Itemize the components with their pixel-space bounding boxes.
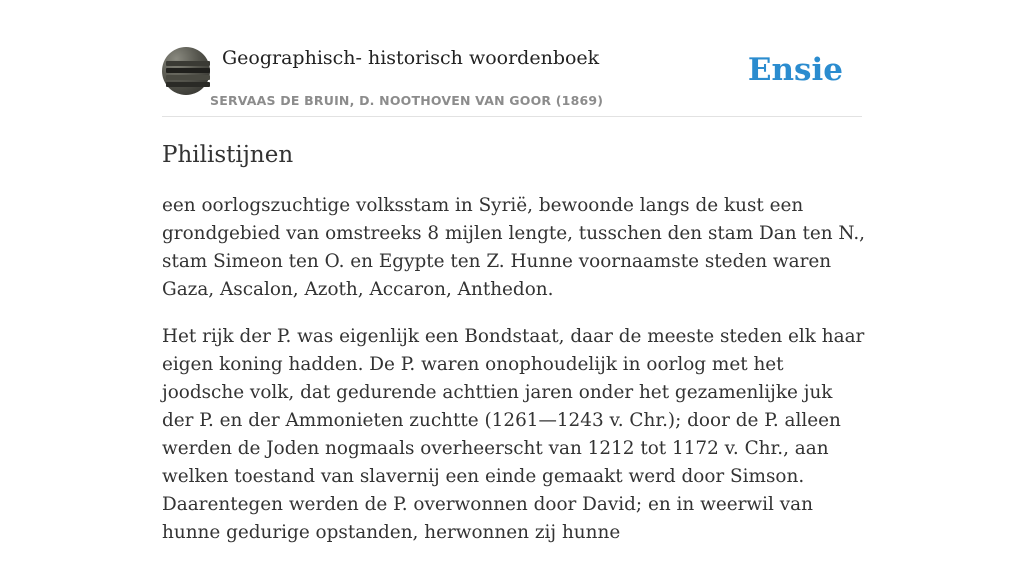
book-title[interactable]: Geographisch- historisch woordenboek	[222, 47, 600, 69]
entry-paragraph: Het rijk der P. was eigenlijk een Bondstaat, daar de meeste steden elk haar eigen koning hadden. De P. waren onophoudelijk in oorlog met het joodsche volk, dat gedurende achttien jaren onder het gezamenlijke juk der P. en der Ammonieten zuchtte (1261—1243 v. Chr.); door de P. alleen werden de Joden nogmaals overheerscht van 1212 tot 1172 v. Chr., aan welken toestand van slavernij een einde gemaakt werd door Simson. Daarentegen werden de P. overwonnen door David; en in weerwil van hunne gedurige opstanden, herwonnen zij hunne	[162, 326, 865, 543]
entry-paragraph: een oorlogszuchtige volksstam in Syrië, bewoonde langs de kust een grondgebied van omstreeks 8 mijlen lengte, tusschen den stam Dan ten N., stam Simeon ten O. en Egypte ten Z. Hunne voornaamste steden waren Gaza, Ascalon, Azoth, Accaron, Anthedon.	[162, 195, 866, 300]
ensie-logo[interactable]: Ensie	[747, 52, 843, 88]
entry-title: Philistijnen	[162, 142, 294, 168]
book-cover-avatar[interactable]	[162, 47, 210, 95]
entry-body	[162, 192, 867, 566]
book-header	[162, 0, 862, 117]
book-authors: SERVAAS DE BRUIN, D. NOOTHOVEN VAN GOOR (1869)	[210, 93, 604, 108]
